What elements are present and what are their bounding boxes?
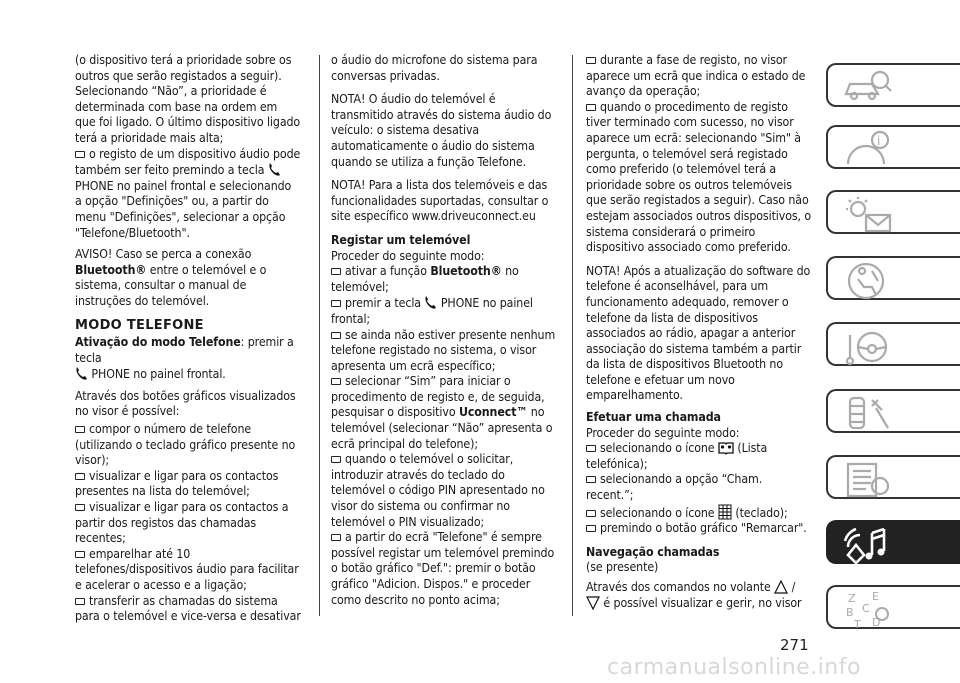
list-item: quando o telemóvel o solicitar, introduzir através do teclado do telemóvel o código PIN apresentado no visor do sistema ou confirmar no telemóvel o PIN visualizado;: [331, 452, 545, 529]
tab-steering-wrench[interactable]: [826, 322, 960, 366]
arrow-down-icon: [586, 596, 600, 610]
list-item: durante a fase de registo, no visor aparece um ecrã que indica o estado de avanço da operação;: [586, 53, 806, 99]
bullet-icon: [331, 456, 341, 463]
keypad-icon: [718, 504, 732, 520]
column-divider-1: [319, 55, 320, 616]
subheading: Registar um telemóvel: [331, 232, 471, 247]
list-item: selecionando o ícone (teclado);: [586, 504, 812, 522]
bullet-icon: [331, 268, 341, 275]
bullet-icon: [331, 378, 341, 385]
list-item: visualizar e ligar para os contactos a partir dos registos das chamadas recentes;: [75, 500, 289, 546]
bullet-icon: [331, 534, 341, 541]
wheel-service-icon: [842, 394, 892, 434]
phone-icon: [424, 295, 437, 310]
phonebook-icon: [718, 441, 734, 455]
tab-letter: Z: [848, 592, 856, 605]
list-item: compor o número de telefone (utilizando o teclado gráfico presente no visor);: [75, 422, 296, 468]
bullet-icon: [586, 525, 596, 532]
bullet-icon: [75, 551, 85, 558]
list-item: emparelhar até 10 telefones/dispositivos áudio para facilitar e acelerar o acesso e a ligação;: [75, 546, 299, 592]
tab-letter: C: [862, 602, 870, 615]
paragraph: Proceder do seguinte modo:: [331, 248, 485, 263]
list-item: transferir as chamadas do sistema para o telemóvel e vice-versa e desativar: [75, 593, 301, 624]
tab-car-info[interactable]: [826, 63, 960, 107]
specs-list-icon: [842, 460, 892, 500]
column-1: [75, 53, 301, 625]
column-divider-2: [572, 55, 573, 616]
bullet-icon: [586, 104, 596, 111]
list-item: selecionar “Sim” para iniciar o procedimento de registo e, de seguida, pesquisar o dispositivo Uconnect™ no telemóvel (selecionar “Não” apresenta o ecrã principal do telefone);: [331, 374, 553, 451]
list-item: se ainda não estiver presente nenhum telefone registado no sistema, o visor apresenta um ecrã específico;: [331, 327, 556, 373]
paragraph: (o dispositivo terá a prioridade sobre os outros que serão registados a seguir). Selecionando “Não”, a prioridade é determinada com base na ordem em que foi ligado. O último dispositivo ligado terá a prioridade mais alta;: [75, 53, 301, 145]
list-item: selecionando a opção “Cham. recent.”;: [586, 472, 763, 503]
bullet-icon: [331, 300, 341, 307]
activation-paragraph: Ativação do modo Telefone: premir a tecla PHONE no painel frontal.: [75, 335, 294, 382]
tab-multimedia[interactable]: [826, 520, 960, 564]
column-2: [331, 53, 559, 608]
tab-letter: B: [846, 606, 854, 619]
list-item: selecionando o ícone (Lista telefónica);: [586, 441, 768, 471]
subheading: Efetuar uma chamada: [586, 410, 721, 425]
list-item: ativar a função Bluetooth® no telemóvel;: [331, 264, 519, 294]
list-item: a partir do ecrã "Telefone" é sempre possível registar um telemóvel premindo o botão gráfico "Def.": premir o botão gráfico "Adicion. Dispos." e proceder como descrito no ponto acima;: [331, 530, 555, 607]
note-paragraph: NOTA! O áudio do telemóvel é transmitido através do sistema áudio do veículo: o sistema desativa automaticamente o áudio do sistema quando se utiliza a função Telefone.: [331, 92, 552, 169]
svg-text:i: i: [877, 134, 881, 148]
paragraph: (se presente): [586, 560, 659, 575]
page-number: 271: [780, 636, 809, 654]
tab-lights-mail[interactable]: [826, 190, 960, 234]
phone-icon: [268, 162, 281, 177]
note-paragraph: NOTA! Após a atualização do software do telefone é aconselhável, para um funcionamento adequado, remover o telefone da lista de dispositivos associados ao rádio, apagar a anterior associação do sistema também a partir da lista de dispositivos Bluetooth no telefone e efetuar um novo emparelhamento.: [586, 263, 811, 403]
watermark: carmanualsonline.info: [607, 655, 861, 680]
paragraph: Proceder do seguinte modo:: [586, 425, 740, 440]
list-item: visualizar e ligar para os contactos presentes na lista do telemóvel;: [75, 468, 279, 499]
lights-mail-icon: [842, 195, 892, 235]
list-item: premir a tecla PHONE no painel frontal;: [331, 296, 533, 326]
paragraph: Através dos botões gráficos visualizados no visor é possível:: [75, 388, 296, 419]
note-paragraph: NOTA! Para a lista dos telemóveis e das funcionalidades suportadas, consultar o site específico www.driveuconnect.eu: [331, 178, 549, 224]
tab-alphabet-index[interactable]: [826, 585, 960, 629]
bullet-icon: [586, 510, 596, 517]
tab-letter: E: [872, 590, 879, 603]
paragraph: Através dos comandos no volante / é possível visualizar e gerir, no visor: [586, 580, 802, 610]
phone-icon: [75, 366, 88, 381]
bullet-icon: [75, 426, 85, 433]
bullet-icon: [75, 598, 85, 605]
subheading: Navegação chamadas: [586, 544, 720, 559]
multimedia-icon: [842, 525, 892, 565]
bullet-icon: [586, 476, 596, 483]
paragraph: o áudio do microfone do sistema para conversas privadas.: [331, 53, 538, 83]
bullet-icon: [75, 504, 85, 511]
list-item: quando o procedimento de registo tiver terminado com sucesso, no visor aparece um ecrã: selecionando "Sim" à pergunta, o telemóvel será registado como preferido (o telemóvel terá a prioridade sobre os outros telemóveis que serão registados a seguir). Caso não estejam associados outros dispositivos, o sistema considerará o primeiro dispositivo associado como preferido.: [586, 99, 812, 255]
bullet-icon: [586, 445, 596, 452]
airbag-seat-icon: [842, 261, 892, 301]
tab-airbag-seat[interactable]: [826, 256, 960, 300]
steering-wrench-icon: [842, 327, 892, 367]
dashboard-warning-icon: [842, 130, 892, 168]
bullet-icon: [586, 57, 596, 64]
tab-dashboard-warning[interactable]: [826, 125, 960, 169]
bullet-icon: [75, 473, 85, 480]
tab-wheel-service[interactable]: [826, 389, 960, 433]
tab-specs-list[interactable]: [826, 455, 960, 499]
car-info-icon: [842, 68, 892, 106]
bullet-icon: [331, 332, 341, 339]
list-item: premindo o botão gráfico "Remarcar".: [586, 521, 812, 537]
alphabet-index-icon: [842, 590, 892, 630]
aviso-paragraph: AVISO! Caso se perca a conexão Bluetooth® entre o telemóvel e o sistema, consultar o manual de instruções do telemóvel.: [75, 247, 267, 308]
tab-letter: T: [854, 618, 861, 630]
column-3: [586, 53, 812, 611]
section-heading: MODO TELEFONE: [75, 317, 204, 333]
tab-letter: D: [872, 616, 881, 629]
list-item: o registo de um dispositivo áudio pode também ser feito premindo a tecla PHONE no painel frontal e selecionando a opção "Definições" ou, a partir do menu "Definições", selecionar a opção "Telefone/Bluetooth".: [75, 146, 301, 240]
bullet-icon: [75, 151, 85, 158]
arrow-up-icon: [774, 580, 788, 594]
